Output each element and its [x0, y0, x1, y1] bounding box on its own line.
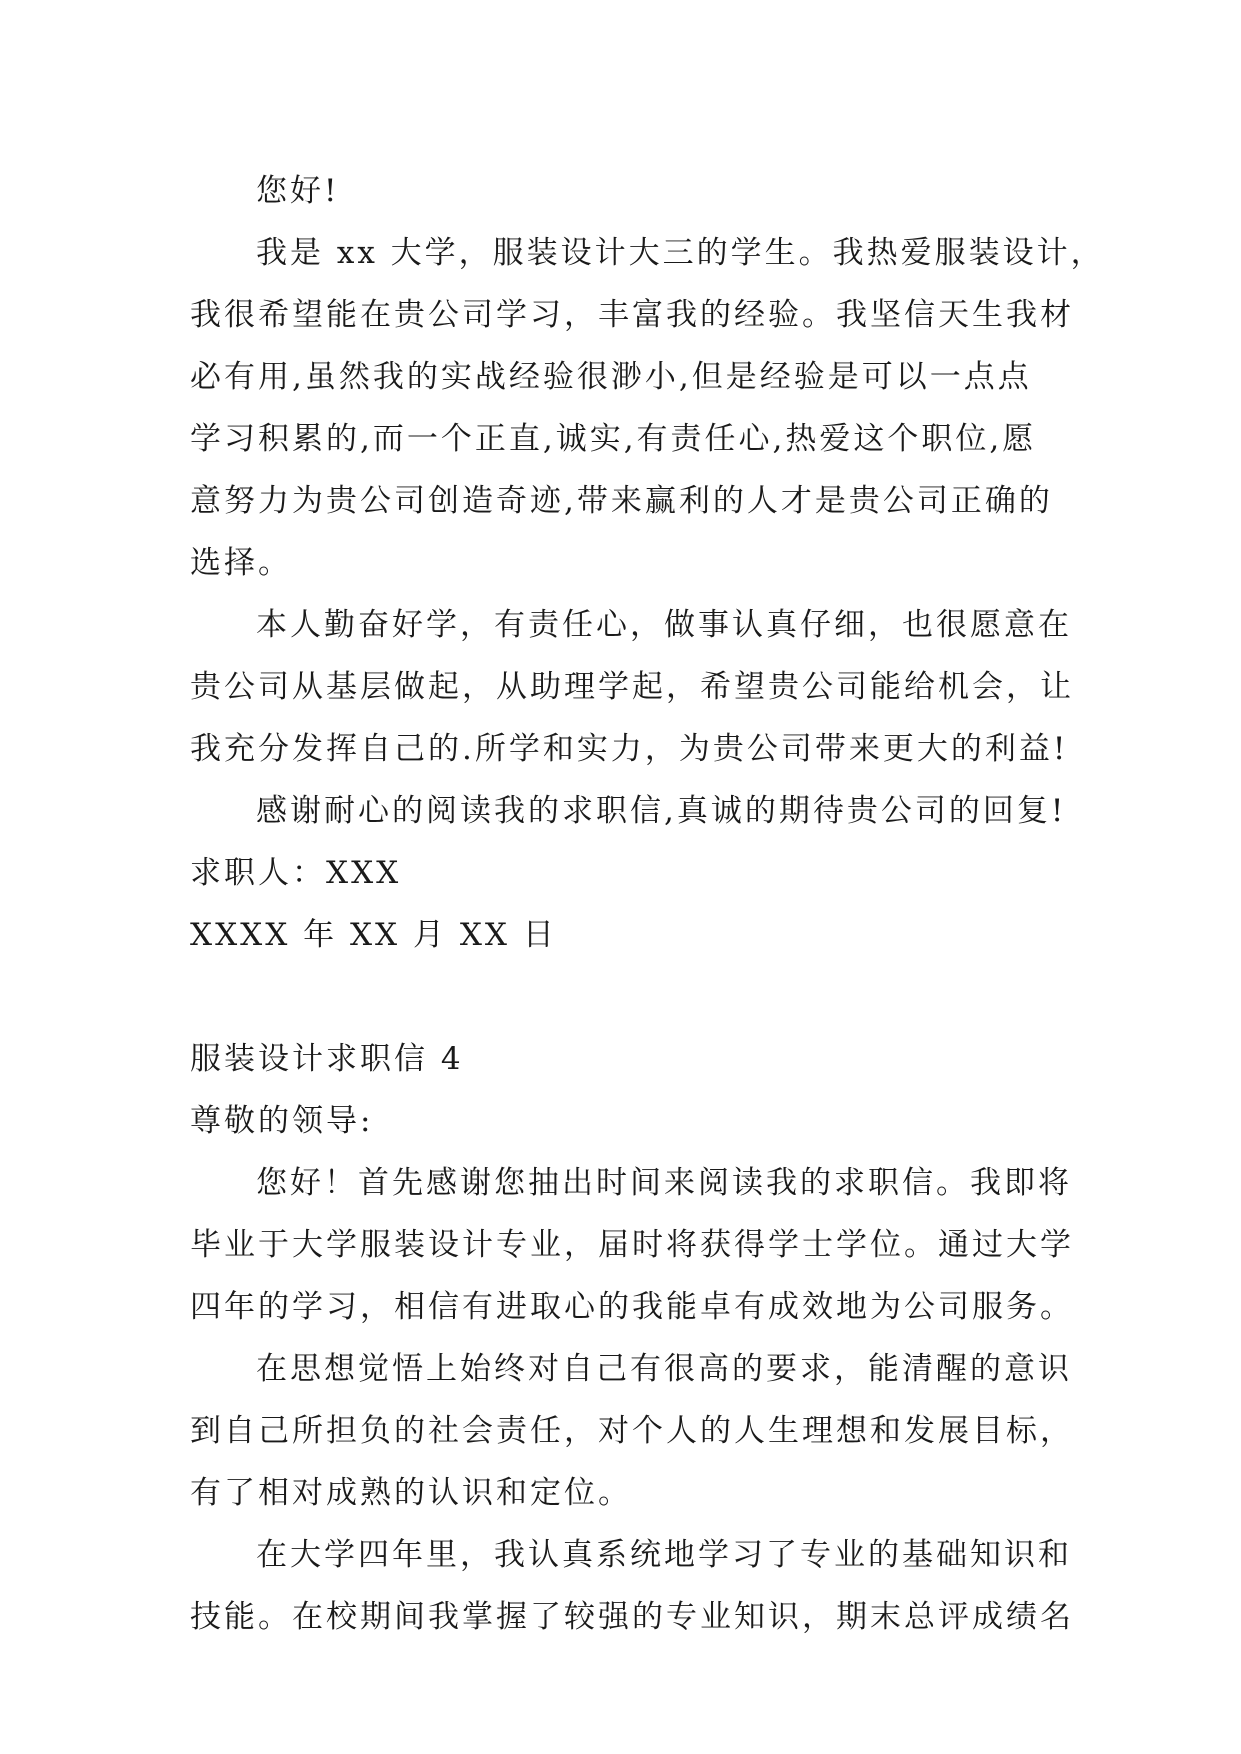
text-line: 在思想觉悟上始终对自己有很高的要求，能清醒的意识 [256, 1351, 1072, 1387]
text-line: 您好！首先感谢您抽出时间来阅读我的求职信。我即将 [256, 1165, 1072, 1201]
text-line: 到自己所担负的社会责任，对个人的人生理想和发展目标， [190, 1413, 1074, 1449]
text-line: 您好! [256, 173, 340, 209]
text-line: 求职人：XXX [190, 855, 402, 891]
text-line: 毕业于大学服装设计专业，届时将获得学士学位。通过大学 [190, 1227, 1074, 1263]
text-line: 在大学四年里，我认真系统地学习了专业的基础知识和 [256, 1537, 1072, 1573]
text-line: 感谢耐心的阅读我的求职信,真诚的期待贵公司的回复! [256, 793, 1067, 829]
text-line: 四年的学习，相信有进取心的我能卓有成效地为公司服务。 [190, 1289, 1074, 1325]
text-line: 有了相对成熟的认识和定位。 [190, 1475, 632, 1511]
letter-part-1 [190, 160, 1105, 966]
document-body [190, 160, 1105, 1648]
text-line: 本人勤奋好学，有责任心，做事认真仔细，也很愿意在 [256, 607, 1072, 643]
text-line: 我很希望能在贵公司学习，丰富我的经验。我坚信天生我材 [190, 297, 1074, 333]
text-line: 服装设计求职信 4 [190, 1041, 464, 1077]
text-line: 贵公司从基层做起，从助理学起，希望贵公司能给机会，让 [190, 669, 1074, 705]
text-line: XXXX 年 XX 月 XX 日 [190, 917, 557, 953]
text-line: 我是 xx 大学，服装设计大三的学生。我热爱服装设计， [256, 235, 1105, 271]
text-line: 尊敬的领导: [190, 1103, 374, 1139]
text-line: 我充分发挥自己的.所学和实力，为贵公司带来更大的利益! [190, 731, 1069, 767]
text-line: 学习积累的,而一个正直,诚实,有责任心,热爱这个职位,愿 [190, 421, 1037, 457]
letter-part-2 [190, 1028, 1074, 1648]
section-gap [190, 966, 1070, 1028]
text-line: 意努力为贵公司创造奇迹,带来赢利的人才是贵公司正确的 [190, 483, 1053, 519]
text-line: 选择。 [190, 545, 292, 581]
text-line: 技能。在校期间我掌握了较强的专业知识，期末总评成绩名 [190, 1599, 1074, 1635]
text-line: 必有用,虽然我的实战经验很渺小,但是经验是可以一点点 [190, 359, 1032, 395]
